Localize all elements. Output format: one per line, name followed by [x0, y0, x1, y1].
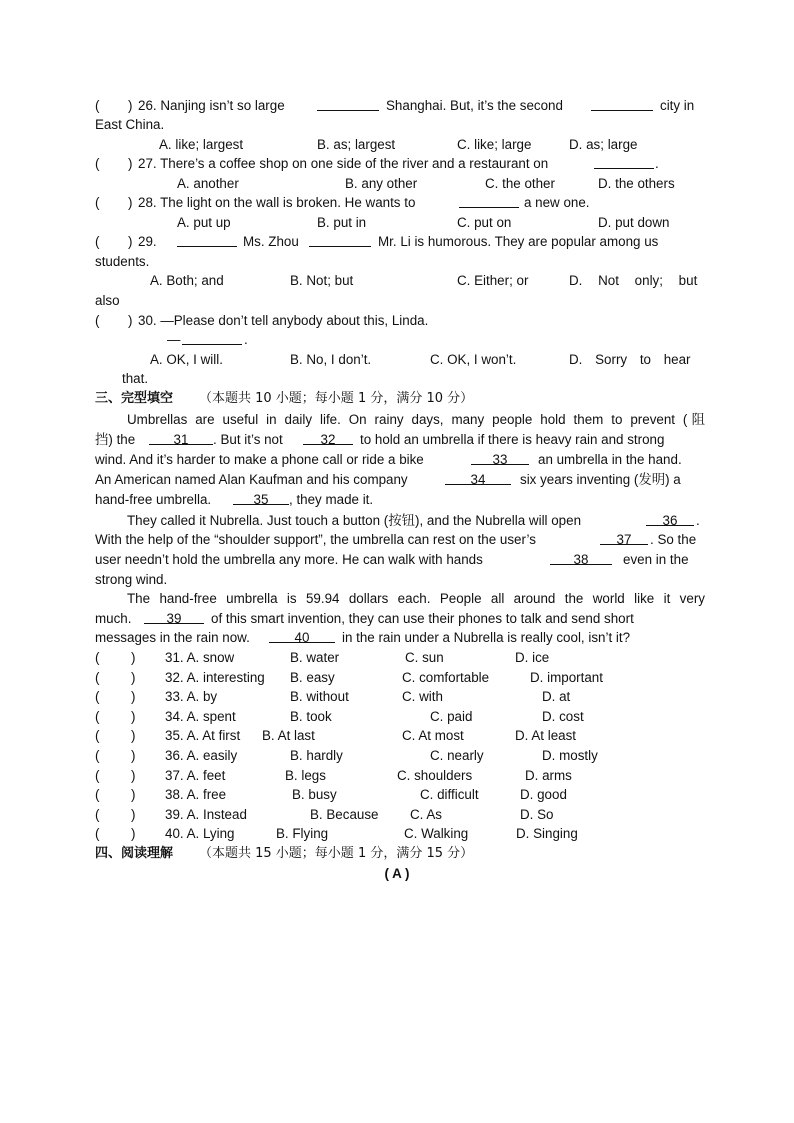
answer-paren-open: (: [95, 728, 100, 743]
question-28-stem-2: a new one.: [524, 195, 590, 210]
option-c: C. nearly: [430, 748, 484, 763]
question-26-options: [95, 135, 705, 154]
section-4-note: （本题共 15 小题；每小题 1 分，满分 15 分）: [199, 846, 474, 861]
text: . But it’s not: [213, 432, 283, 447]
cloze-option-row: [95, 766, 705, 785]
cloze-p2-line-3: [95, 550, 705, 569]
text: hand-free umbrella.: [95, 492, 212, 507]
option-d: D. At least: [515, 728, 577, 743]
option-c: C. At most: [402, 728, 464, 743]
option-d: D. So: [520, 807, 554, 822]
option-b: B. water: [290, 650, 340, 665]
blank-31: 31: [149, 430, 213, 445]
answer-blank: [594, 154, 654, 169]
answer-paren-close: ): [128, 156, 133, 171]
question-30-reply: [95, 330, 705, 349]
question-26-stem-1: 26. Nanjing isn’t so large: [138, 98, 285, 113]
option-b: B. No, I don’t.: [290, 352, 372, 367]
cloze-option-row: [95, 785, 705, 804]
cloze-option-row: [95, 668, 705, 687]
option-c: C. with: [402, 689, 443, 704]
cloze-option-row: [95, 805, 705, 824]
option-b: B. legs: [285, 768, 326, 783]
option-d: D. the others: [598, 176, 675, 191]
option-a: A. OK, I will.: [150, 352, 223, 367]
question-28-options: [95, 213, 705, 232]
question-29-cont: students.: [95, 254, 150, 269]
answer-paren-open: (: [95, 826, 100, 841]
text: wind. And it’s harder to make a phone call or ride a bike: [95, 452, 424, 467]
option-a: A. another: [177, 176, 239, 191]
text: .: [696, 513, 700, 528]
answer-blank: [177, 232, 237, 247]
option-b: B. hardly: [290, 748, 343, 763]
option-d: D. arms: [525, 768, 572, 783]
answer-blank: [309, 232, 371, 247]
option-c: C. comfortable: [402, 670, 490, 685]
cloze-p1-line-3: [95, 450, 705, 469]
answer-paren-close: ): [131, 826, 136, 841]
option-b: B. put in: [317, 215, 367, 230]
answer-paren-open: (: [95, 195, 100, 210]
answer-paren-open: (: [95, 709, 100, 724]
option-d: D. as; large: [569, 137, 638, 152]
question-27-end: .: [655, 156, 659, 171]
question-26-stem-2: Shanghai. But, it’s the second: [386, 98, 563, 113]
answer-blank: [459, 193, 519, 208]
text: user needn’t hold the umbrella any more. He can walk with hands: [95, 552, 483, 567]
option-b: B. easy: [290, 670, 335, 685]
question-29-stem-3: Mr. Li is humorous. They are popular among us: [378, 234, 659, 249]
blank-35: 35: [233, 490, 289, 505]
answer-blank: [317, 96, 379, 111]
option-c: C. Walking: [404, 826, 469, 841]
reply-end: .: [244, 332, 248, 347]
option-d: D. cost: [542, 709, 584, 724]
option-b: B. Not; but: [290, 273, 354, 288]
question-29-options: [95, 271, 705, 290]
answer-paren-open: (: [95, 807, 100, 822]
cloze-option-row: [95, 687, 705, 706]
answer-paren-open: (: [95, 748, 100, 763]
option-d: D. important: [530, 670, 603, 685]
question-27-options: [95, 174, 705, 193]
question-26-stem-3: city in: [660, 98, 695, 113]
answer-paren-close: ): [131, 787, 136, 802]
cloze-option-row: [95, 726, 705, 745]
answer-paren-open: (: [95, 650, 100, 665]
question-28: [95, 193, 705, 212]
text: even in the: [623, 552, 689, 567]
option-question-a: 34. A. spent: [165, 709, 236, 724]
option-c: C. put on: [457, 215, 512, 230]
option-b: B. Because: [310, 807, 379, 822]
question-30-options-cont: [95, 369, 705, 388]
section-3-title: 三、完型填空: [95, 391, 174, 406]
answer-paren-close: ): [128, 234, 133, 249]
option-question-a: 40. A. Lying: [165, 826, 235, 841]
option-c: C. difficult: [420, 787, 479, 802]
option-d: D. ice: [515, 650, 550, 665]
option-b: B. Flying: [276, 826, 329, 841]
section-4-title: 四、阅读理解: [95, 846, 174, 861]
option-c: C. like; large: [457, 137, 532, 152]
text: An American named Alan Kaufman and his company: [95, 472, 408, 487]
question-28-stem-1: 28. The light on the wall is broken. He wants to: [138, 195, 416, 210]
option-b: B. as; largest: [317, 137, 396, 152]
cloze-p2-line-2: [95, 530, 705, 549]
option-c: C. OK, I won’t.: [430, 352, 517, 367]
cloze-p1-line-4: [95, 470, 705, 489]
answer-paren-close: ): [128, 313, 133, 328]
question-26-cont: East China.: [95, 117, 165, 132]
question-29-options-cont: also: [95, 293, 120, 308]
blank-34: 34: [445, 470, 511, 485]
text: in the rain under a Nubrella is really cool, isn’t it?: [342, 630, 631, 645]
answer-paren-open: (: [95, 98, 100, 113]
answer-blank: [182, 330, 242, 345]
answer-paren-open: (: [95, 313, 100, 328]
answer-paren-close: ): [131, 709, 136, 724]
reply-dash: —: [167, 332, 181, 347]
answer-blank: [591, 96, 653, 111]
cloze-option-row: [95, 746, 705, 765]
question-30-stem: 30. —Please don’t tell anybody about this, Linda.: [138, 313, 429, 328]
cloze-p3-line-2: [95, 609, 705, 628]
section-4-heading: [95, 844, 705, 863]
text: much.: [95, 611, 132, 626]
option-question-a: 33. A. by: [165, 689, 218, 704]
cloze-p2-line-4: strong wind.: [95, 572, 168, 587]
question-29-stem-1: 29.: [138, 234, 157, 249]
option-d: D. good: [520, 787, 567, 802]
answer-paren-open: (: [95, 787, 100, 802]
option-d: D. mostly: [542, 748, 598, 763]
option-b: B. took: [290, 709, 332, 724]
answer-paren-close: ): [128, 195, 133, 210]
option-c: C. Either; or: [457, 273, 529, 288]
cloze-p1-line-1: Umbrellas are useful in daily life. On rainy days, many people hold them to prevent (阻: [127, 412, 705, 427]
answer-paren-close: ): [131, 689, 136, 704]
question-27-stem: 27. There’s a coffee shop on one side of the river and a restaurant on: [138, 156, 549, 171]
option-b: B. At last: [262, 728, 315, 743]
blank-32: 32: [303, 430, 353, 445]
question-30: [95, 311, 705, 330]
text: 挡) the: [95, 432, 136, 447]
blank-37: 37: [600, 530, 648, 545]
text: of this smart invention, they can use their phones to talk and send short: [211, 611, 634, 626]
option-c: C. As: [410, 807, 442, 822]
option-d: D. put down: [598, 215, 670, 230]
option-question-a: 39. A. Instead: [165, 807, 247, 822]
question-29: [95, 232, 705, 251]
cloze-p3-line-1: The hand-free umbrella is 59.94 dollars each. People all around the world like it very: [127, 591, 705, 606]
text: messages in the rain now.: [95, 630, 250, 645]
option-d: D. Singing: [516, 826, 578, 841]
option-question-a: 38. A. free: [165, 787, 227, 802]
section-4-part-label: ( A ): [384, 866, 410, 881]
option-d: D. Sorry to hear: [569, 352, 691, 367]
text: six years inventing (发明) a: [520, 472, 681, 487]
text: With the help of the “shoulder support”, the umbrella can rest on the user’s: [95, 532, 536, 547]
cloze-p3-line-3: [95, 628, 705, 647]
answer-paren-close: ): [128, 98, 133, 113]
option-c: C. sun: [405, 650, 444, 665]
option-a: A. put up: [177, 215, 231, 230]
cloze-option-row: [95, 707, 705, 726]
answer-paren-open: (: [95, 156, 100, 171]
answer-paren-open: (: [95, 234, 100, 249]
option-a: A. like; largest: [159, 137, 244, 152]
answer-paren-close: ): [131, 768, 136, 783]
option-b: B. without: [290, 689, 349, 704]
question-29-stem-2: Ms. Zhou: [243, 234, 299, 249]
option-c: C. paid: [430, 709, 473, 724]
option-d: D. Not only; but: [569, 273, 698, 288]
blank-40: 40: [269, 628, 335, 643]
answer-paren-close: ): [131, 748, 136, 763]
option-question-a: 37. A. feet: [165, 768, 226, 783]
section-3-heading: [95, 389, 705, 408]
cloze-option-row: [95, 824, 705, 843]
answer-paren-close: ): [131, 650, 136, 665]
option-d-cont: that.: [122, 371, 149, 386]
answer-paren-close: ): [131, 728, 136, 743]
option-d: D. at: [542, 689, 571, 704]
cloze-p2-line-1: [95, 511, 705, 530]
option-b: B. any other: [345, 176, 418, 191]
cloze-p1-line-5: [95, 490, 705, 509]
question-27: [95, 154, 705, 173]
answer-paren-open: (: [95, 768, 100, 783]
answer-paren-close: ): [131, 807, 136, 822]
text: , they made it.: [289, 492, 374, 507]
option-question-a: 35. A. At first: [165, 728, 241, 743]
option-c: C. the other: [485, 176, 555, 191]
option-b: B. busy: [292, 787, 337, 802]
text: . So the: [650, 532, 697, 547]
question-26: [95, 96, 705, 115]
option-question-a: 36. A. easily: [165, 748, 238, 763]
option-a: A. Both; and: [150, 273, 224, 288]
blank-36: 36: [646, 511, 694, 526]
question-30-options: [95, 350, 705, 369]
section-3-note: （本题共 10 小题；每小题 1 分，满分 10 分）: [199, 391, 474, 406]
cloze-p1-line-2: [95, 430, 705, 449]
option-question-a: 31. A. snow: [165, 650, 235, 665]
option-question-a: 32. A. interesting: [165, 670, 265, 685]
answer-paren-close: ): [131, 670, 136, 685]
cloze-option-row: [95, 648, 705, 667]
answer-paren-open: (: [95, 689, 100, 704]
text: to hold an umbrella if there is heavy rain and strong: [360, 432, 665, 447]
blank-39: 39: [144, 609, 204, 624]
text: They called it Nubrella. Just touch a button (按钮), and the Nubrella will open: [127, 513, 582, 528]
text: an umbrella in the hand.: [538, 452, 682, 467]
option-c: C. shoulders: [397, 768, 473, 783]
blank-33: 33: [471, 450, 529, 465]
answer-paren-open: (: [95, 670, 100, 685]
blank-38: 38: [550, 550, 612, 565]
